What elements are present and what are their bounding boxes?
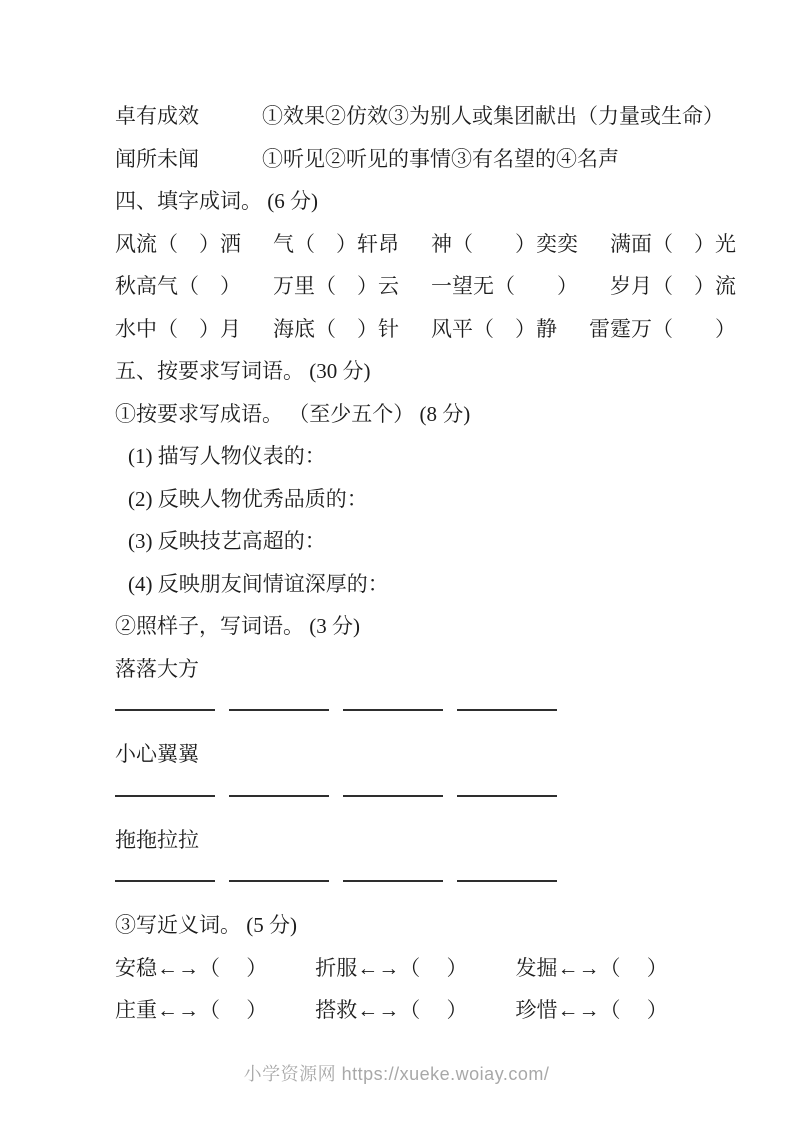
definition-row xyxy=(115,94,733,137)
section5-sub1-heading: ①按要求写成语。 （至少五个） (8 分) xyxy=(115,401,471,426)
synonym-item: 庄重←→（ ） xyxy=(115,998,268,1023)
answer-blank xyxy=(343,860,443,882)
question-item: (1) 描写人物仪表的： xyxy=(128,444,326,469)
section5-sub3-heading: ③写近义词。 (5 分) xyxy=(115,913,297,938)
question-item: (4) 反映朋友间情谊深厚的： xyxy=(128,571,389,596)
definition-row xyxy=(115,137,733,180)
definition-word: 卓有成效 xyxy=(115,104,199,129)
section5-heading: 五、按要求写词语。 (30 分) xyxy=(115,359,371,384)
footer-watermark: 小学资源网 https://xueke.woiay.com/ xyxy=(243,1064,550,1084)
fill-blank-item: 秋高气（ ） xyxy=(115,274,241,299)
fill-blank-item: 雷霆万（ ） xyxy=(589,316,736,341)
answer-blank xyxy=(457,775,557,797)
fill-blank-row xyxy=(115,307,736,350)
answer-blank xyxy=(343,689,443,711)
synonym-item: 搭救←→（ ） xyxy=(315,998,468,1023)
synonym-item: 发掘←→（ ） xyxy=(515,955,668,980)
answer-blank xyxy=(229,860,329,882)
synonym-row xyxy=(115,946,733,989)
example-word: 小心翼翼 xyxy=(115,742,199,767)
fill-blank-item: 风流（ ）洒 xyxy=(115,231,241,256)
worksheet-page xyxy=(115,94,736,1031)
answer-blank xyxy=(457,689,557,711)
example-word: 拖拖拉拉 xyxy=(115,827,199,852)
answer-blank-row xyxy=(115,775,733,818)
answer-blank-row xyxy=(115,689,733,732)
section5-sub2-heading: ②照样子，写词语。 (3 分) xyxy=(115,614,360,639)
fill-blank-item: 一望无（ ） xyxy=(431,274,578,299)
fill-blank-item: 万里（ ）云 xyxy=(273,274,399,299)
fill-blank-item: 气（ ）轩昂 xyxy=(273,231,399,256)
synonym-item: 折服←→（ ） xyxy=(315,955,468,980)
fill-blank-item: 岁月（ ）流 xyxy=(610,274,736,299)
fill-blank-item: 满面（ ）光 xyxy=(610,231,736,256)
synonym-item: 珍惜←→（ ） xyxy=(515,998,668,1023)
question-item: (3) 反映技艺高超的： xyxy=(128,529,326,554)
fill-blank-item: 海底（ ）针 xyxy=(273,316,399,341)
example-word: 落落大方 xyxy=(115,656,199,681)
section4-heading: 四、填字成词。 (6 分) xyxy=(115,189,318,214)
definition-word: 闻所未闻 xyxy=(115,146,199,171)
fill-blank-item: 神（ ）奕奕 xyxy=(431,231,578,256)
answer-blank xyxy=(343,775,443,797)
definition-meaning: ①效果②仿效③为别人或集团献出（力量或生命） xyxy=(262,104,724,129)
answer-blank xyxy=(115,775,215,797)
answer-blank xyxy=(115,860,215,882)
question-item: (2) 反映人物优秀品质的： xyxy=(128,486,368,511)
fill-blank-item: 风平（ ）静 xyxy=(431,316,557,341)
synonym-item: 安稳←→（ ） xyxy=(115,955,268,980)
synonym-row xyxy=(115,988,733,1031)
answer-blank-row xyxy=(115,860,733,903)
fill-blank-item: 水中（ ）月 xyxy=(115,316,241,341)
answer-blank xyxy=(457,860,557,882)
answer-blank xyxy=(229,775,329,797)
fill-blank-row xyxy=(115,222,736,265)
answer-blank xyxy=(229,689,329,711)
fill-blank-row xyxy=(115,264,736,307)
definition-meaning: ①听见②听见的事情③有名望的④名声 xyxy=(262,146,619,171)
answer-blank xyxy=(115,689,215,711)
